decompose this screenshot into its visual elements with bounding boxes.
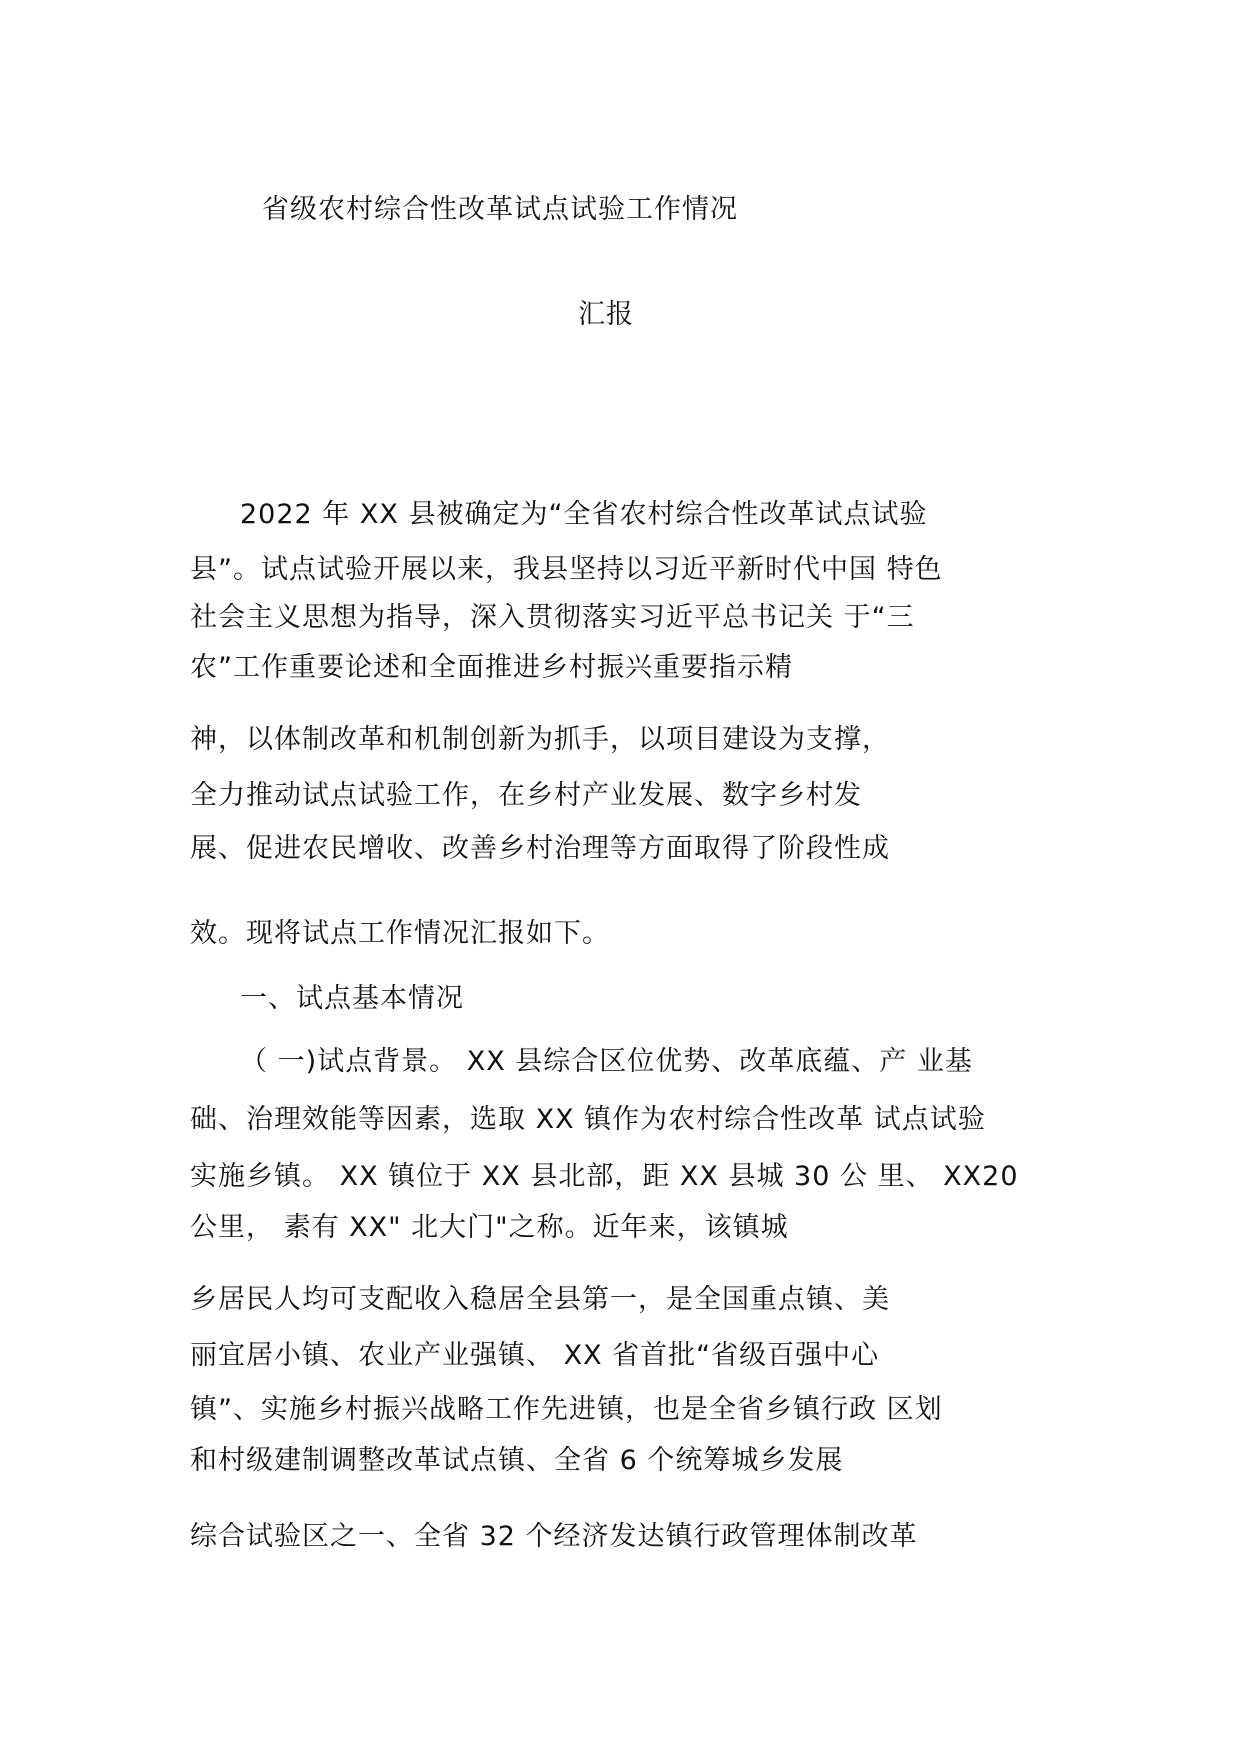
paragraph-line: 和村级建制调整改革试点镇、全省 6 个统筹城乡发展 bbox=[190, 1445, 844, 1476]
paragraph-line: 综合试验区之一、全省 32 个经济发达镇行政管理体制改革 bbox=[190, 1521, 918, 1552]
paragraph-line: 神，以体制改革和机制创新为抓手，以项目建设为支撑， bbox=[190, 724, 890, 755]
paragraph-line: 公里， 素有 XX" 北大门"之称。近年来，该镇城 bbox=[190, 1212, 789, 1243]
paragraph-line: 县”。试点试验开展以来，我县坚持以习近平新时代中国 特色 bbox=[190, 554, 943, 585]
paragraph-line: 社会主义思想为指导，深入贯彻落实习近平总书记关 于“三 bbox=[190, 602, 915, 633]
paragraph-line: 镇”、实施乡村振兴战略工作先进镇，也是全省乡镇行政 区划 bbox=[190, 1394, 943, 1425]
paragraph-line: 展、促进农民增收、改善乡村治理等方面取得了阶段性成 bbox=[190, 833, 890, 864]
paragraph-line: 丽宜居小镇、农业产业强镇、 XX 省首批“省级百强中心 bbox=[190, 1340, 880, 1371]
section-heading: 一、试点基本情况 bbox=[240, 983, 464, 1014]
paragraph-line: 全力推动试点试验工作，在乡村产业发展、数字乡村发 bbox=[190, 780, 862, 811]
paragraph-line: 实施乡镇。 XX 镇位于 XX 县北部，距 XX 县城 30 公 里、 XX20 bbox=[190, 1161, 1019, 1192]
paragraph-line: 础、治理效能等因素，选取 XX 镇作为农村综合性改革 试点试验 bbox=[190, 1104, 986, 1135]
document-title-line2: 汇报 bbox=[578, 299, 634, 330]
paragraph-line: 效。现将试点工作情况汇报如下。 bbox=[190, 918, 610, 949]
document-title: 省级农村综合性改革试点试验工作情况 bbox=[262, 194, 738, 225]
paragraph-line: 2022 年 XX 县被确定为“全省农村综合性改革试点试验 bbox=[240, 499, 928, 530]
subsection-line: （ 一)试点背景。 XX 县综合区位优势、改革底蕴、产 业基 bbox=[240, 1046, 973, 1077]
paragraph-line: 乡居民人均可支配收入稳居全县第一，是全国重点镇、美 bbox=[190, 1284, 890, 1315]
paragraph-line: 农”工作重要论述和全面推进乡村振兴重要指示精 bbox=[190, 652, 793, 683]
